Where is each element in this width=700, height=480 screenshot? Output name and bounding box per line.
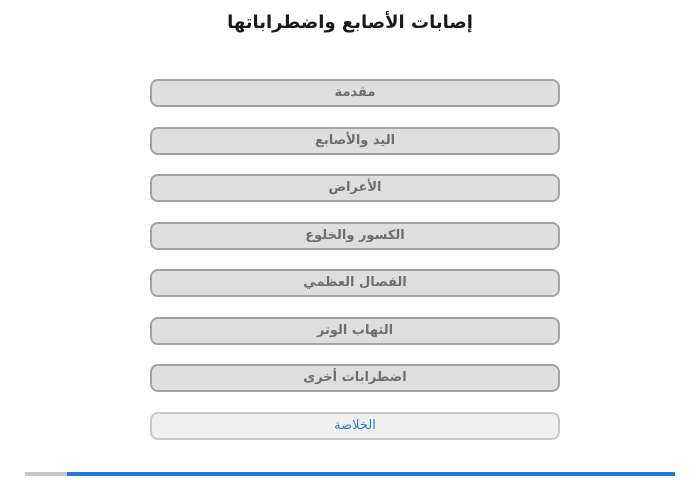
menu-item-symptoms[interactable]: الأعراض [150,174,560,202]
menu-item-tendinitis[interactable]: التهاب الوتر [150,317,560,345]
menu-item-summary[interactable]: الخلاصة [150,412,560,440]
menu-item-hand-and-fingers[interactable]: اليد والأصابع [150,127,560,155]
menu-item-fractures-dislocations[interactable]: الكسور والخلوع [150,222,560,250]
menu-item-osteoarthritis[interactable]: الفصال العظمي [150,269,560,297]
menu-item-other-disorders[interactable]: اضطرابات أخرى [150,364,560,392]
page-title: إصابات الأصابع واضطراباتها [227,12,473,33]
menu-item-introduction[interactable]: مقدمة [150,79,560,107]
chapter-menu [150,79,560,459]
progress-bar-remaining [25,472,67,476]
progress-bar [25,472,675,476]
